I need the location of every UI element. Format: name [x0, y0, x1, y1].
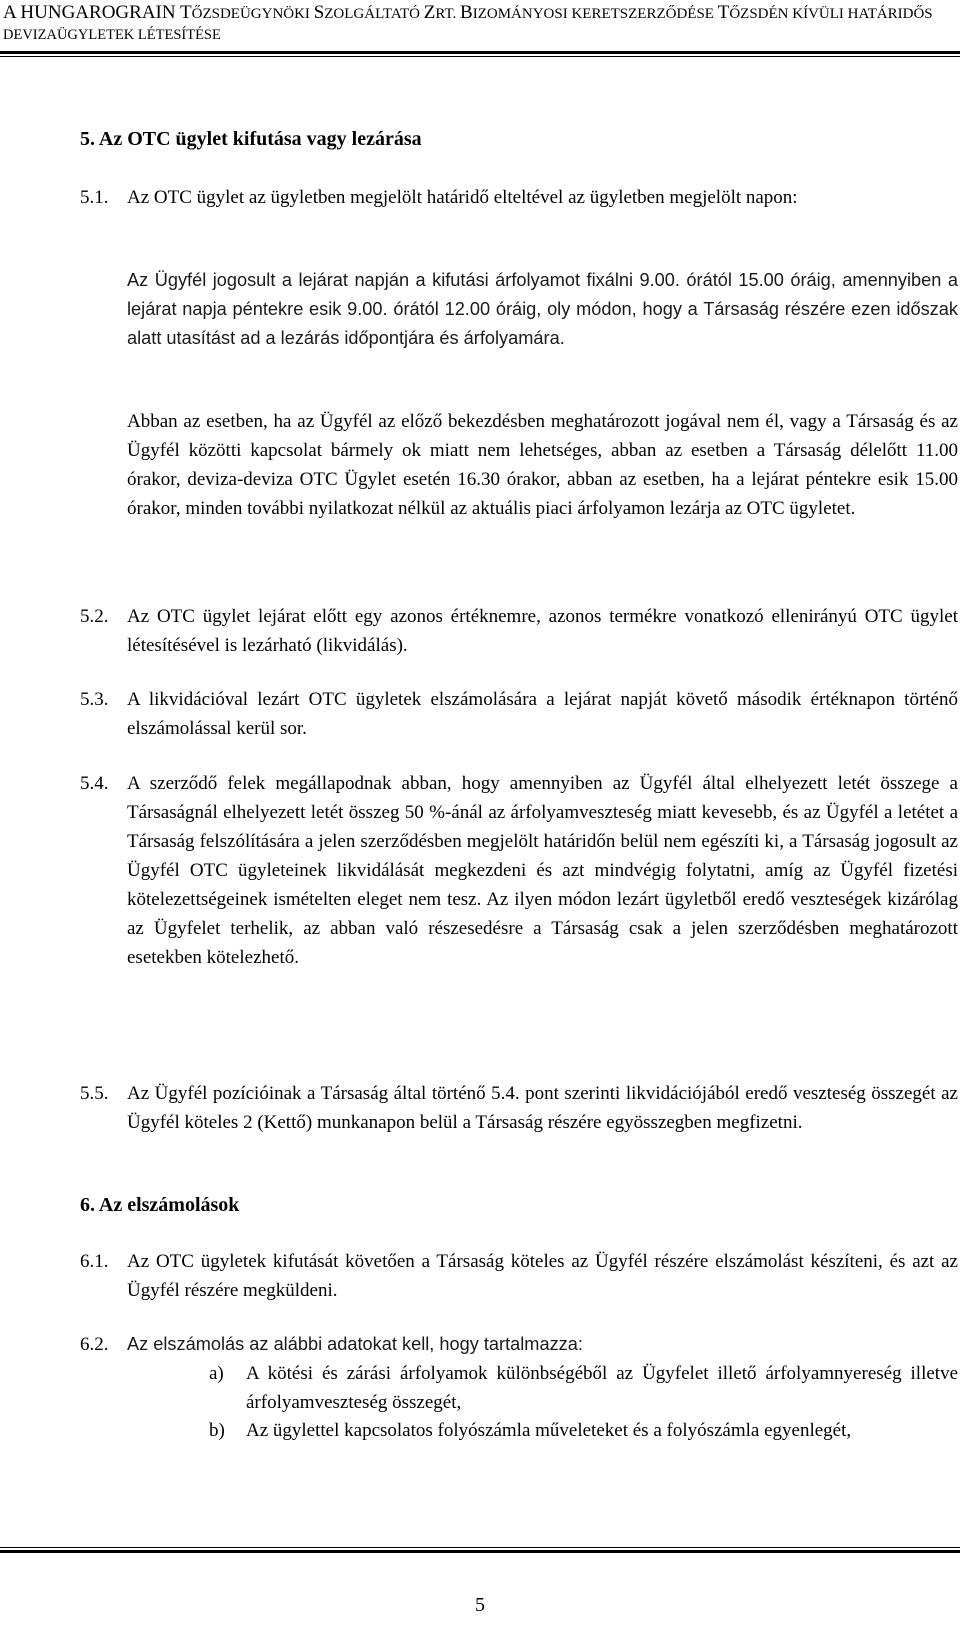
- page-number: 5: [475, 1594, 485, 1616]
- clause-number-5-2: 5.2.: [80, 606, 109, 627]
- clause-5-1-paragraph-2: Az Ügyfél jogosult a lejárat napján a kifutási árfolyamot fixálni 9.00. órától 15.00 óráig, amennyiben a lejárat napja péntekre esik 9.00. órától 12.00 óráig, oly módon, hogy a Társaság részére ezen időszak alatt utasítást ad a lezárás időpontjára és árfolyamára.: [127, 270, 958, 348]
- clause-number-5-3: 5.3.: [80, 689, 109, 710]
- header-text: ZOLGÁLTATÓ: [324, 6, 424, 22]
- header-text: RT.: [435, 6, 461, 22]
- header-text: T: [717, 2, 730, 23]
- clause-6-2-text: Az elszámolás az alábbi adatokat kell, hogy tartalmazza:: [127, 1334, 583, 1354]
- header-divider: [0, 51, 960, 57]
- header-text: IZOMÁNYOSI KERETSZERZŐDÉSE: [472, 6, 718, 22]
- clause-number-6-1: 6.1.: [80, 1251, 109, 1272]
- list-item-label: a): [209, 1363, 224, 1384]
- clause-number-5-5: 5.5.: [80, 1083, 109, 1104]
- clause-5-3-text: A likvidációval lezárt OTC ügyletek elszámolására a lejárat napját követő második értéknapon történő elszámolással kerül sor.: [127, 689, 958, 739]
- list-item: A kötési és zárási árfolyamok különbségéből az Ügyfelet illető árfolyamnyereség illetve árfolyamveszteség összegét,: [246, 1363, 958, 1413]
- header-text: B: [460, 2, 473, 23]
- list-item: Az ügylettel kapcsolatos folyószámla műveleteket és a folyószámla egyenlegét,: [246, 1420, 852, 1441]
- clause-5-4-text: A szerződő felek megállapodnak abban, hogy amennyiben az Ügyfél által elhelyezett letét összege a Társaságnál elhelyezett letét összeg 50 %-ánál az árfolyamveszteség miatt kevesebb, és az Ügyfél a letétet a Társaság felszólítására a jelen szerződésben megjelölt határidőn belül nem egészíti ki, a Társaság jogosult az Ügyfél OTC ügyleteinek likvidálását megkezdeni és azt mindvégig folytatni, amíg az Ügyfél fizetési kötelezettségeinek ismételten eleget nem tesz. Az ilyen módon lezárt ügyletből eredő veszteségek kizárólag az Ügyfelet terhelik, az abban való részesedésre a Társaság csak a jelen szerződésben meghatározott esetekben kötelezhető.: [127, 773, 958, 968]
- header-title-line1: [3, 2, 933, 24]
- header-text: A HUNGAROGRAIN T: [3, 2, 192, 23]
- header-text: S: [313, 2, 325, 23]
- clause-number-6-2: 6.2.: [80, 1334, 109, 1355]
- section-5-heading: 5. Az OTC ügylet kifutása vagy lezárása: [80, 128, 422, 150]
- clause-6-1-text: Az OTC ügyletek kifutását követően a Társaság köteles az Ügyfél részére elszámolást készíteni, és azt az Ügyfél részére megküldeni.: [127, 1251, 958, 1301]
- clause-5-1-text: Az OTC ügylet az ügyletben megjelölt határidő elteltével az ügyletben megjelölt napon:: [127, 187, 798, 208]
- clause-5-2-text: Az OTC ügylet lejárat előtt egy azonos értéknemre, azonos termékre vonatkozó ellenirányú OTC ügylet létesítésével is lezárható (likvidálás).: [127, 606, 958, 656]
- clause-number-5-4: 5.4.: [80, 773, 109, 794]
- clause-5-5-text: Az Ügyfél pozícióinak a Társaság által történő 5.4. pont szerinti likvidációjából eredő veszteség összegét az Ügyfél köteles 2 (Kettő) munkanapon belül a Társaság részére egyösszegben megfizetni.: [127, 1083, 958, 1133]
- clause-5-1-paragraph-3: Abban az esetben, ha az Ügyfél az előző bekezdésben meghatározott jogával nem él, vagy a Társaság és az Ügyfél közötti kapcsolat bármely ok miatt nem lehetséges, abban az esetben a Társaság délelőtt 11.00 órakor, deviza-deviza OTC Ügylet esetén 16.30 órakor, abban az esetben, ha a lejárat péntekre esik 15.00 órakor, minden további nyilatkozat nélkül az aktuális piaci árfolyamon lezárja az OTC ügyletet.: [127, 411, 958, 519]
- header-text: ŐZSDEÜGYNÖKI: [191, 6, 314, 22]
- header-text: ŐZSDÉN KÍVÜLI HATÁRIDŐS: [729, 6, 933, 22]
- section-6-heading: 6. Az elszámolások: [80, 1194, 240, 1216]
- header-title-line2: DEVIZAÜGYLETEK LÉTESÍTÉSE: [3, 27, 221, 43]
- list-item-label: b): [209, 1420, 225, 1441]
- header-text: Z: [423, 2, 436, 23]
- page-header: [0, 0, 960, 58]
- clause-number-5-1: 5.1.: [80, 187, 109, 208]
- footer-divider: [0, 1547, 960, 1553]
